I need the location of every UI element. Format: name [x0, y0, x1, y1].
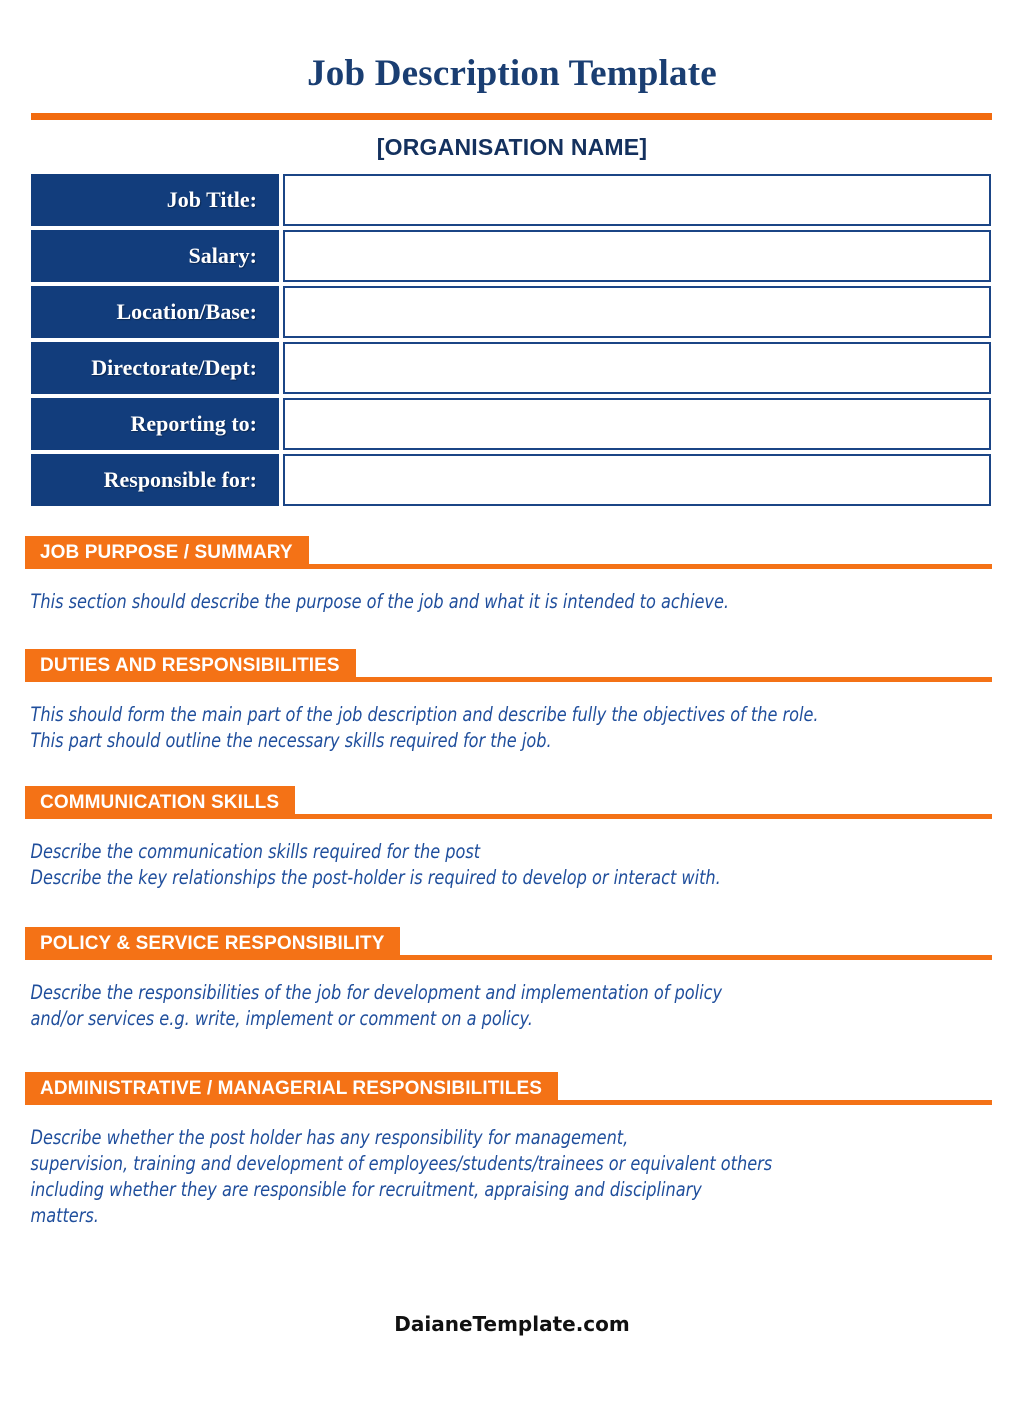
section-body-administrative-managerial-responsibilities [25, 1125, 915, 1229]
section-body-duties-responsibilities [25, 702, 915, 754]
table-row [31, 174, 991, 226]
field-label-job-title: Job Title: [31, 174, 279, 226]
section-header [25, 927, 992, 960]
body-line: and/or services e.g. write, implement or comment on a policy. [30, 1007, 533, 1030]
section-header [25, 649, 992, 682]
section-header [25, 536, 992, 569]
body-line: Describe the communication skills required for the post [30, 840, 481, 863]
section-title-policy-service-responsibility: POLICY & SERVICE RESPONSIBILITY [25, 927, 400, 960]
body-line: Describe the key relationships the post-holder is required to develop or interact with. [30, 866, 721, 889]
field-label-directorate-dept: Directorate/Dept: [31, 342, 279, 394]
section-administrative-managerial-responsibilities [25, 1072, 992, 1229]
footer-watermark: DaianeTemplate.com [394, 1312, 630, 1336]
job-info-table [31, 174, 991, 506]
section-body-policy-service-responsibility [25, 980, 915, 1032]
section-title-job-purpose: JOB PURPOSE / SUMMARY [25, 536, 309, 569]
body-line: This part should outline the necessary skills required for the job. [30, 729, 552, 752]
section-header [25, 786, 992, 819]
organisation-name: [ORGANISATION NAME] [376, 134, 648, 160]
section-body-communication-skills [25, 839, 915, 891]
section-title-communication-skills: COMMUNICATION SKILLS [25, 786, 295, 819]
field-input-responsible-for[interactable] [283, 454, 991, 506]
field-input-location-base[interactable] [283, 286, 991, 338]
field-input-job-title[interactable] [283, 174, 991, 226]
body-line: This section should describe the purpose of the job and what it is intended to achieve. [30, 590, 730, 613]
table-row [31, 286, 991, 338]
field-input-directorate-dept[interactable] [283, 342, 991, 394]
field-input-reporting-to[interactable] [283, 398, 991, 450]
field-input-salary[interactable] [283, 230, 991, 282]
section-header [25, 1072, 992, 1105]
table-row [31, 398, 991, 450]
body-line: including whether they are responsible for recruitment, appraising and disciplinary [30, 1178, 702, 1201]
body-line: matters. [30, 1204, 99, 1227]
page-title: Job Description Template [307, 53, 717, 94]
section-body-job-purpose [25, 589, 915, 615]
body-line: This should form the main part of the job description and describe fully the objectives of the role. [30, 703, 819, 726]
section-policy-service-responsibility [25, 927, 992, 1032]
field-label-responsible-for: Responsible for: [31, 454, 279, 506]
body-line: Describe the responsibilities of the job for development and implementation of policy [30, 981, 723, 1004]
title-divider-rule [31, 113, 992, 120]
body-line: Describe whether the post holder has any responsibility for management, [30, 1126, 629, 1149]
section-title-administrative-managerial-responsibilities: ADMINISTRATIVE / MANAGERIAL RESPONSIBILITILES [25, 1072, 558, 1105]
table-row [31, 454, 991, 506]
table-row [31, 342, 991, 394]
field-label-location-base: Location/Base: [31, 286, 279, 338]
field-label-salary: Salary: [31, 230, 279, 282]
body-line: supervision, training and development of employees/students/trainees or equivalent others [30, 1152, 773, 1175]
section-communication-skills [25, 786, 992, 891]
section-duties-responsibilities [25, 649, 992, 754]
table-row [31, 230, 991, 282]
field-label-reporting-to: Reporting to: [31, 398, 279, 450]
section-title-duties-responsibilities: DUTIES AND RESPONSIBILITIES [25, 649, 356, 682]
section-job-purpose [25, 536, 992, 615]
